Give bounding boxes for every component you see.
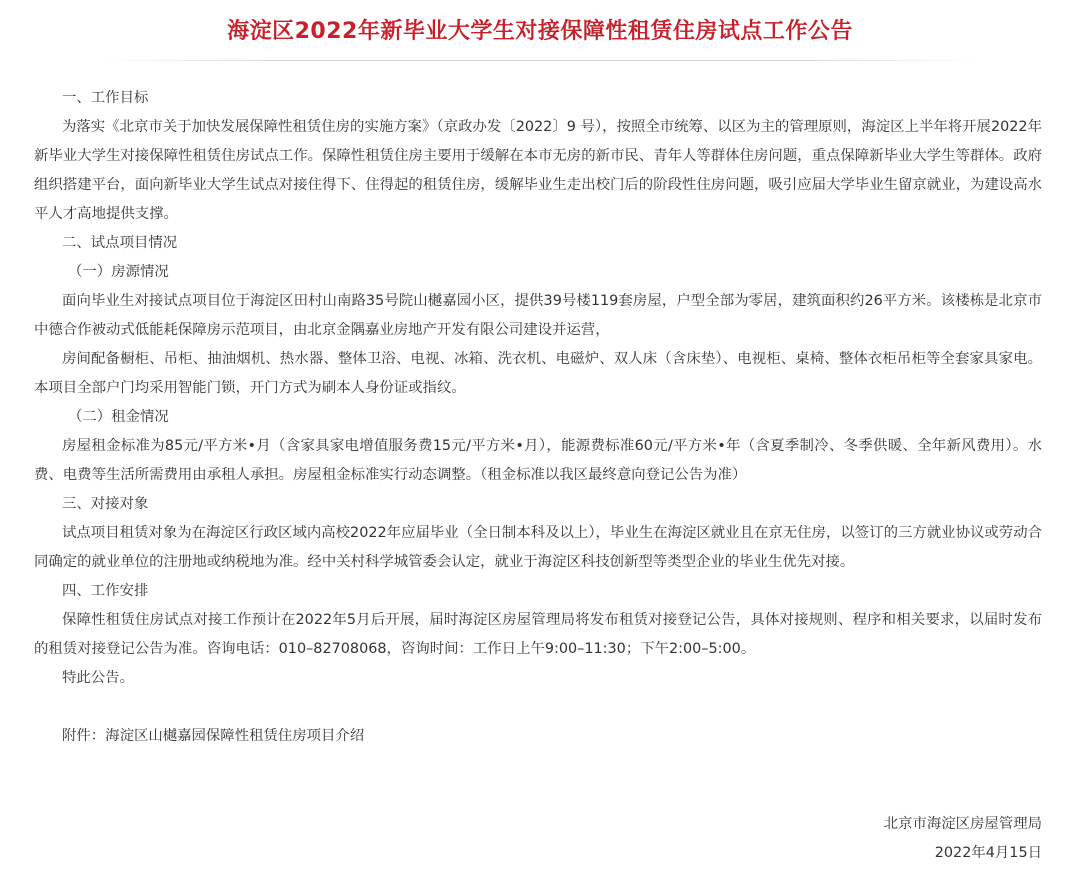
attachment-link[interactable]: 附件：海淀区山樾嘉园保障性租赁住房项目介绍 bbox=[62, 728, 365, 744]
signature-date: 2022年4月15日 bbox=[934, 845, 1042, 861]
paragraph-rent: 房屋租金标准为85元/平方米•月（含家具家电增值服务费15元/平方米•月），能源费标准60元/平方米•年（含夏季制冷、冬季供暖、全年新风费用）。水费、电费等生活所需费用由承租人承担。房屋租金标准实行动态调整。（租金标准以我区最终意向登记公告为准） bbox=[34, 438, 1042, 483]
signature-block bbox=[884, 810, 1042, 868]
closing-statement: 特此公告。 bbox=[62, 670, 134, 686]
paragraph-furnishing: 房间配备橱柜、吊柜、抽油烟机、热水器、整体卫浴、电视、冰箱、洗衣机、电磁炉、双人床（含床垫）、电视柜、桌椅、整体衣柜吊柜等全套家具家电。本项目全部户门均采用智能门锁，开门方式为刷本人身份证或指纹。 bbox=[34, 351, 1042, 396]
signature-organization: 北京市海淀区房屋管理局 bbox=[883, 816, 1042, 832]
paragraph-goal: 为落实《北京市关于加快发展保障性租赁住房的实施方案》（京政办发〔2022〕9 号），按照全市统筹、以区为主的管理原则，海淀区上半年将开展2022年新毕业大学生对接保障性租赁住房试点工作。保障性租赁住房主要用于缓解在本市无房的新市民、青年人等群体住房问题，重点保障新毕业大学生等群体。政府组织搭建平台，面向新毕业大学生试点对接住得下、住得起的租赁住房，缓解毕业生走出校门后的阶段性住房问题，吸引应届大学毕业生留京就业，为建设高水平人才高地提供支撑。 bbox=[34, 119, 1042, 222]
subheading-rent: （二）租金情况 bbox=[68, 409, 169, 425]
section-heading-target: 三、对接对象 bbox=[62, 496, 149, 512]
announcement-body bbox=[34, 84, 1042, 751]
section-heading-goal: 一、工作目标 bbox=[62, 90, 149, 106]
paragraph-target: 试点项目租赁对象为在海淀区行政区域内高校2022年应届毕业（全日制本科及以上），毕业生在海淀区就业且在京无住房，以签订的三方就业协议或劳动合同确定的就业单位的注册地或纳税地为准。经中关村科学城管委会认定，就业于海淀区科技创新型等类型企业的毕业生优先对接。 bbox=[34, 525, 1042, 570]
section-heading-arrangement: 四、工作安排 bbox=[62, 583, 149, 599]
section-heading-project: 二、试点项目情况 bbox=[62, 235, 178, 251]
paragraph-housing: 面向毕业生对接试点项目位于海淀区田村山南路35号院山樾嘉园小区，提供39号楼119套房屋，户型全部为零居，建筑面积约26平方米。该楼栋是北京市中德合作被动式低能耗保障房示范项目，由北京金隅嘉业房地产开发有限公司建设并运营， bbox=[34, 293, 1042, 338]
title-divider bbox=[100, 60, 980, 61]
paragraph-arrangement: 保障性租赁住房试点对接工作预计在2022年5月后开展，届时海淀区房屋管理局将发布租赁对接登记公告，具体对接规则、程序和相关要求，以届时发布的租赁对接登记公告为准。咨询电话：010–82708068，咨询时间：工作日上午9:00–11:30；下午2:00–5:00。 bbox=[34, 612, 1042, 657]
subheading-housing: （一）房源情况 bbox=[68, 264, 169, 280]
page-title: 海淀区2022年新毕业大学生对接保障性租赁住房试点工作公告 bbox=[227, 19, 853, 44]
